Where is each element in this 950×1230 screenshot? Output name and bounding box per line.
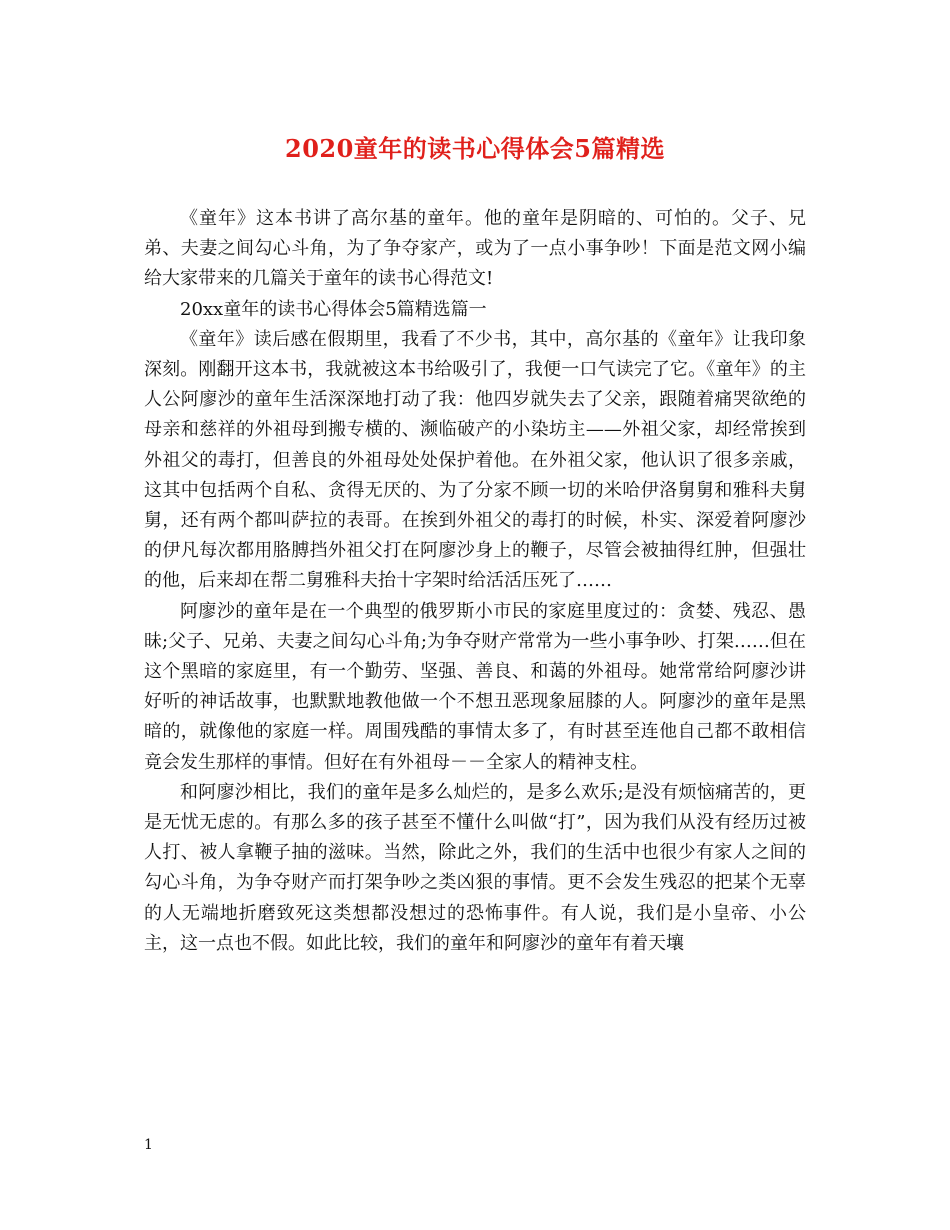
document-title: 2020童年的读书心得体会5篇精选 bbox=[285, 134, 665, 163]
intro-paragraph: 《童年》这本书讲了高尔基的童年。他的童年是阴暗的、可怕的。父子、兄弟、夫妻之间勾心斗角，为了争夺家产，或为了一点小事争吵！下面是范文网小编给大家带来的几篇关于童年的读书心得范文! bbox=[144, 208, 806, 290]
body-paragraph-3: 和阿廖沙相比，我们的童年是多么灿烂的，是多么欢乐;是没有烦恼痛苦的，更是无忧无虑的。有那么多的孩子甚至不懂什么叫做“打”，因为我们从没有经历过被人打、被人拿鞭子抽的滋味。当然，除此之外，我们的生活中也很少有家人之间的勾心斗角，为争夺财产而打架争吵之类凶狠的事情。更不会发生残忍的把某个无辜的人无端地折磨致死这类想都没想过的恐怖事件。有人说，我们是小皇帝、小公主，这一点也不假。如此比较，我们的童年和阿廖沙的童年有着天壤 bbox=[144, 781, 806, 954]
body-paragraph-2: 阿廖沙的童年是在一个典型的俄罗斯小市民的家庭里度过的：贪婪、残忍、愚昧;父子、兄弟、夫妻之间勾心斗角;为争夺财产常常为一些小事争吵、打架……但在这个黑暗的家庭里，有一个勤劳、坚强、善良、和蔼的外祖母。她常常给阿廖沙讲好听的神话故事，也默默地教他做一个不想丑恶现象屈膝的人。阿廖沙的童年是黑暗的，就像他的家庭一样。周围残酷的事情太多了，有时甚至连他自己都不敢相信竟会发生那样的事情。但好在有外祖母－－全家人的精神支柱。 bbox=[144, 600, 806, 773]
document-body bbox=[144, 204, 806, 959]
section-heading: 20xx童年的读书心得体会5篇精选篇一 bbox=[180, 298, 487, 320]
body-paragraph-1: 《童年》读后感在假期里，我看了不少书，其中，高尔基的《童年》让我印象深刻。刚翻开这本书，我就被这本书给吸引了，我便一口气读完了它。《童年》的主人公阿廖沙的童年生活深深地打动了我：他四岁就失去了父亲，跟随着痛哭欲绝的母亲和慈祥的外祖母到搬专横的、濒临破产的小染坊主——外祖父家，却经常挨到外祖父的毒打，但善良的外祖母处处保护着他。在外祖父家，他认识了很多亲戚，这其中包括两个自私、贪得无厌的、为了分家不顾一切的米哈伊洛舅舅和雅科夫舅舅，还有两个都叫萨拉的表哥。在挨到外祖父的毒打的时候，朴实、深爱着阿廖沙的伊凡每次都用胳膊挡外祖父打在阿廖沙身上的鞭子，尽管会被抽得红肿，但强壮的他，后来却在帮二舅雅科夫抬十字架时给活活压死了…… bbox=[144, 328, 806, 592]
page-number: 1 bbox=[144, 1137, 153, 1153]
